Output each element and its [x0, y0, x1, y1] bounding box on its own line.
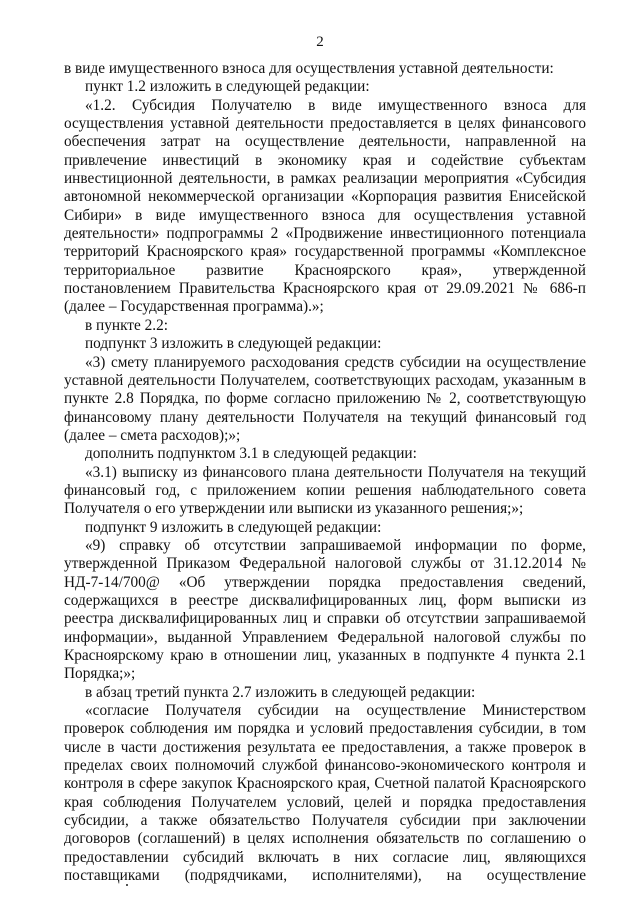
paragraph: в абзац третий пункта 2.7 изложить в следующей редакции:	[85, 683, 476, 701]
scan-mark	[126, 884, 128, 886]
paragraph: «1.2. Субсидия Получателю в виде имущественного взноса для осуществления уставной деятельности предоставляется в целях финансового обеспечения затрат на осуществление деятельности, направленной на привлечение инвестиций в экономику края и содействие субъектам инвестиционной деятельности, в рамках реализации мероприятия «Субсидия автономной некоммерческой организации «Корпорация развития Енисейской Сибири» в виде имущественного взноса для осуществления уставной деятельности» подпрограммы 2 «Продвижение инвестиционного потенциала территорий Красноярского края» государственной программы «Комплексное территориальное развитие Красноярского края», утвержденной постановлением Правительства Красноярского края от 29.09.2021 № 686-п (далее – Государственная программа).»;	[64, 96, 586, 316]
paragraph: «9) справку об отсутствии запрашиваемой информации по форме, утвержденной Приказом Федеральной налоговой службы от 31.12.2014 № НД-7-14/700@ «Об утверждении порядка предоставления сведений, содержащихся в реестре дисквалифицированных лиц, форм выписки из реестра дисквалифицированных лиц и справки об отсутствии запрашиваемой информации», выданной Управлением Федеральной налоговой службы по Красноярскому краю в отношении лиц, указанных в подпункте 4 пункта 2.1 Порядка;»;	[64, 536, 586, 683]
paragraph: дополнить подпунктом 3.1 в следующей редакции:	[85, 445, 417, 463]
paragraph: «3) смету планируемого расходования средств субсидии на осуществление уставной деятельности Получателем, соответствующих расходам, указанным в пункте 2.8 Порядка, по форме согласно приложению № 2, соответствующую финансовому плану деятельности Получателя на текущий финансовый год (далее – смета расходов);»;	[64, 353, 586, 444]
paragraph: «согласие Получателя субсидии на осуществление Министерством проверок соблюдения им порядка и условий предоставления субсидии, в том числе в части достижения результата ее предоставления, а также проверок в пределах своих полномочий службой финансово-экономического контроля и контроля в сфере закупок Красноярского края, Счетной палатой Красноярского края соблюдения Получателем условий, целей и порядка предоставления субсидии, а также обязательство Получателя субсидии при заключении договоров (соглашений) в целях исполнения обязательств по соглашению о предоставлении субсидий включать в них согласие лиц, являющихся поставщиками (подрядчиками, исполнителями), на осуществление	[64, 702, 586, 885]
paragraph: «3.1) выписку из финансового плана деятельности Получателя на текущий финансовый год, с приложением копии решения наблюдательного совета Получателя о его утверждении или выписки из указанного решения;»;	[64, 463, 586, 518]
paragraph: подпункт 9 изложить в следующей редакции:	[85, 518, 382, 536]
page-number: 2	[316, 34, 324, 50]
paragraph: пункт 1.2 изложить в следующей редакции:	[85, 78, 370, 96]
paragraph: в виде имущественного взноса для осуществления уставной деятельности:	[64, 60, 554, 77]
paragraph: подпункт 3 изложить в следующей редакции:	[85, 335, 382, 353]
document-body	[64, 60, 586, 885]
paragraph: в пункте 2.2:	[85, 316, 168, 334]
